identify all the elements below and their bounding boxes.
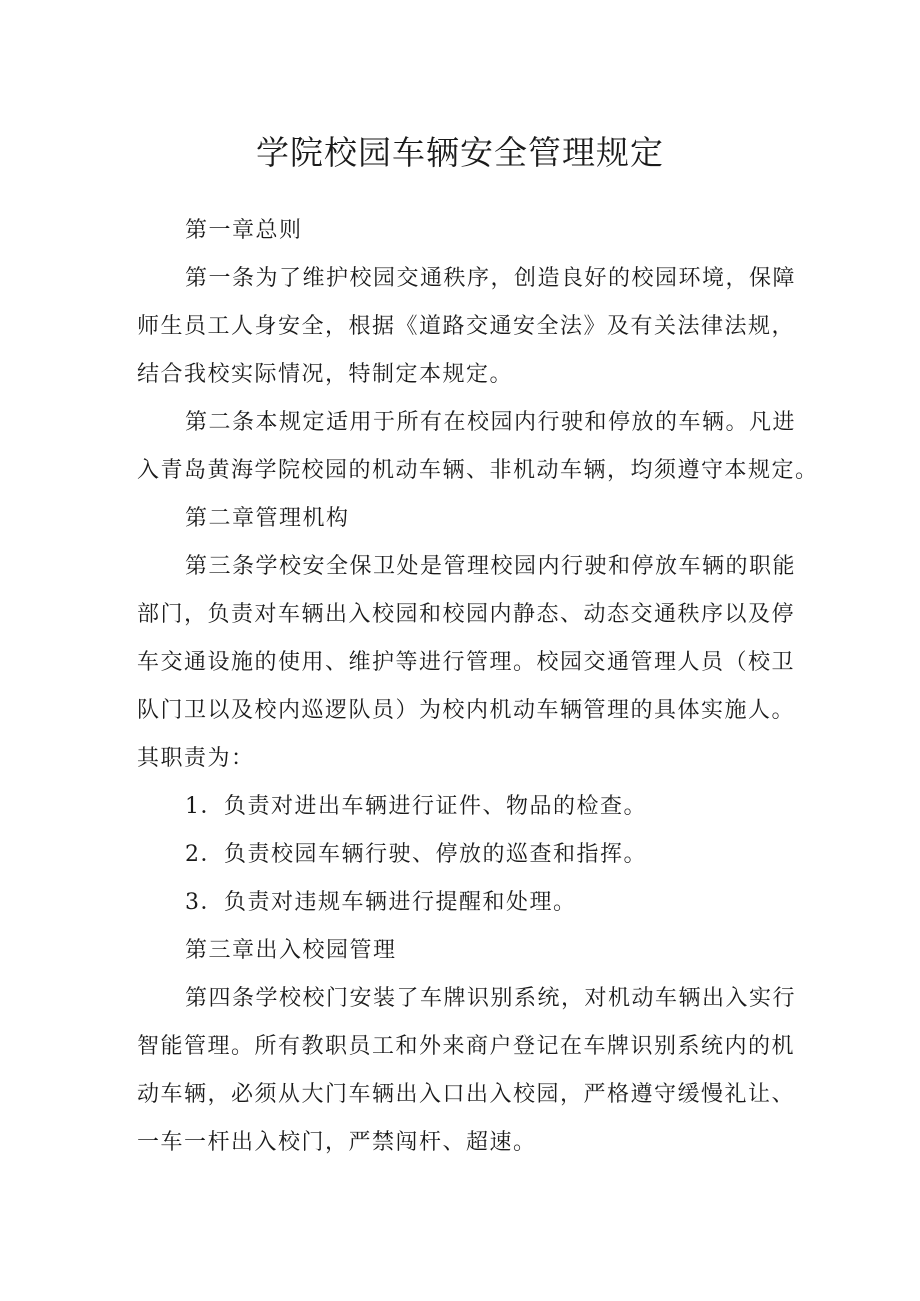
paragraph-line: 队门卫以及校内巡逻队员）为校内机动车辆管理的具体实施人。 [137, 698, 796, 723]
chapter-heading: 第三章出入校园管理 [185, 938, 397, 963]
list-item: 1．负责对进出车辆进行证件、物品的检查。 [185, 794, 647, 819]
chapter-heading: 第一章总则 [185, 218, 303, 243]
paragraph-line: 第一条为了维护校园交通秩序，创造良好的校园环境，保障 [185, 266, 797, 291]
chapter-heading: 第二章管理机构 [185, 506, 350, 531]
document-title: 学院校园车辆安全管理规定 [256, 133, 664, 172]
document-body [137, 207, 819, 1167]
paragraph-line: 第二条本规定适用于所有在校园内行驶和停放的车辆。凡进 [185, 410, 797, 435]
paragraph-line: 师生员工人身安全，根据《道路交通安全法》及有关法律法规， [137, 314, 796, 339]
paragraph-line: 部门，负责对车辆出入校园和校园内静态、动态交通秩序以及停 [137, 602, 796, 627]
paragraph-line: 其职责为： [137, 746, 255, 771]
paragraph-line: 车交通设施的使用、维护等进行管理。校园交通管理人员（校卫 [137, 650, 796, 675]
paragraph-line: 第三条学校安全保卫处是管理校园内行驶和停放车辆的职能 [185, 554, 797, 579]
paragraph-line: 结合我校实际情况，特制定本规定。 [137, 362, 514, 387]
paragraph-line: 智能管理。所有教职员工和外来商户登记在车牌识别系统内的机 [137, 1034, 796, 1059]
paragraph-line: 第四条学校校门安装了车牌识别系统，对机动车辆出入实行 [185, 986, 797, 1011]
paragraph-line: 入青岛黄海学院校园的机动车辆、非机动车辆，均须遵守本规定。 [137, 458, 819, 483]
paragraph-line: 动车辆，必须从大门车辆出入口出入校园，严格遵守缓慢礼让、 [137, 1082, 796, 1107]
list-item: 2．负责校园车辆行驶、停放的巡查和指挥。 [185, 842, 647, 867]
paragraph-line: 一车一杆出入校门，严禁闯杆、超速。 [137, 1130, 537, 1155]
list-item: 3．负责对违规车辆进行提醒和处理。 [185, 890, 577, 915]
